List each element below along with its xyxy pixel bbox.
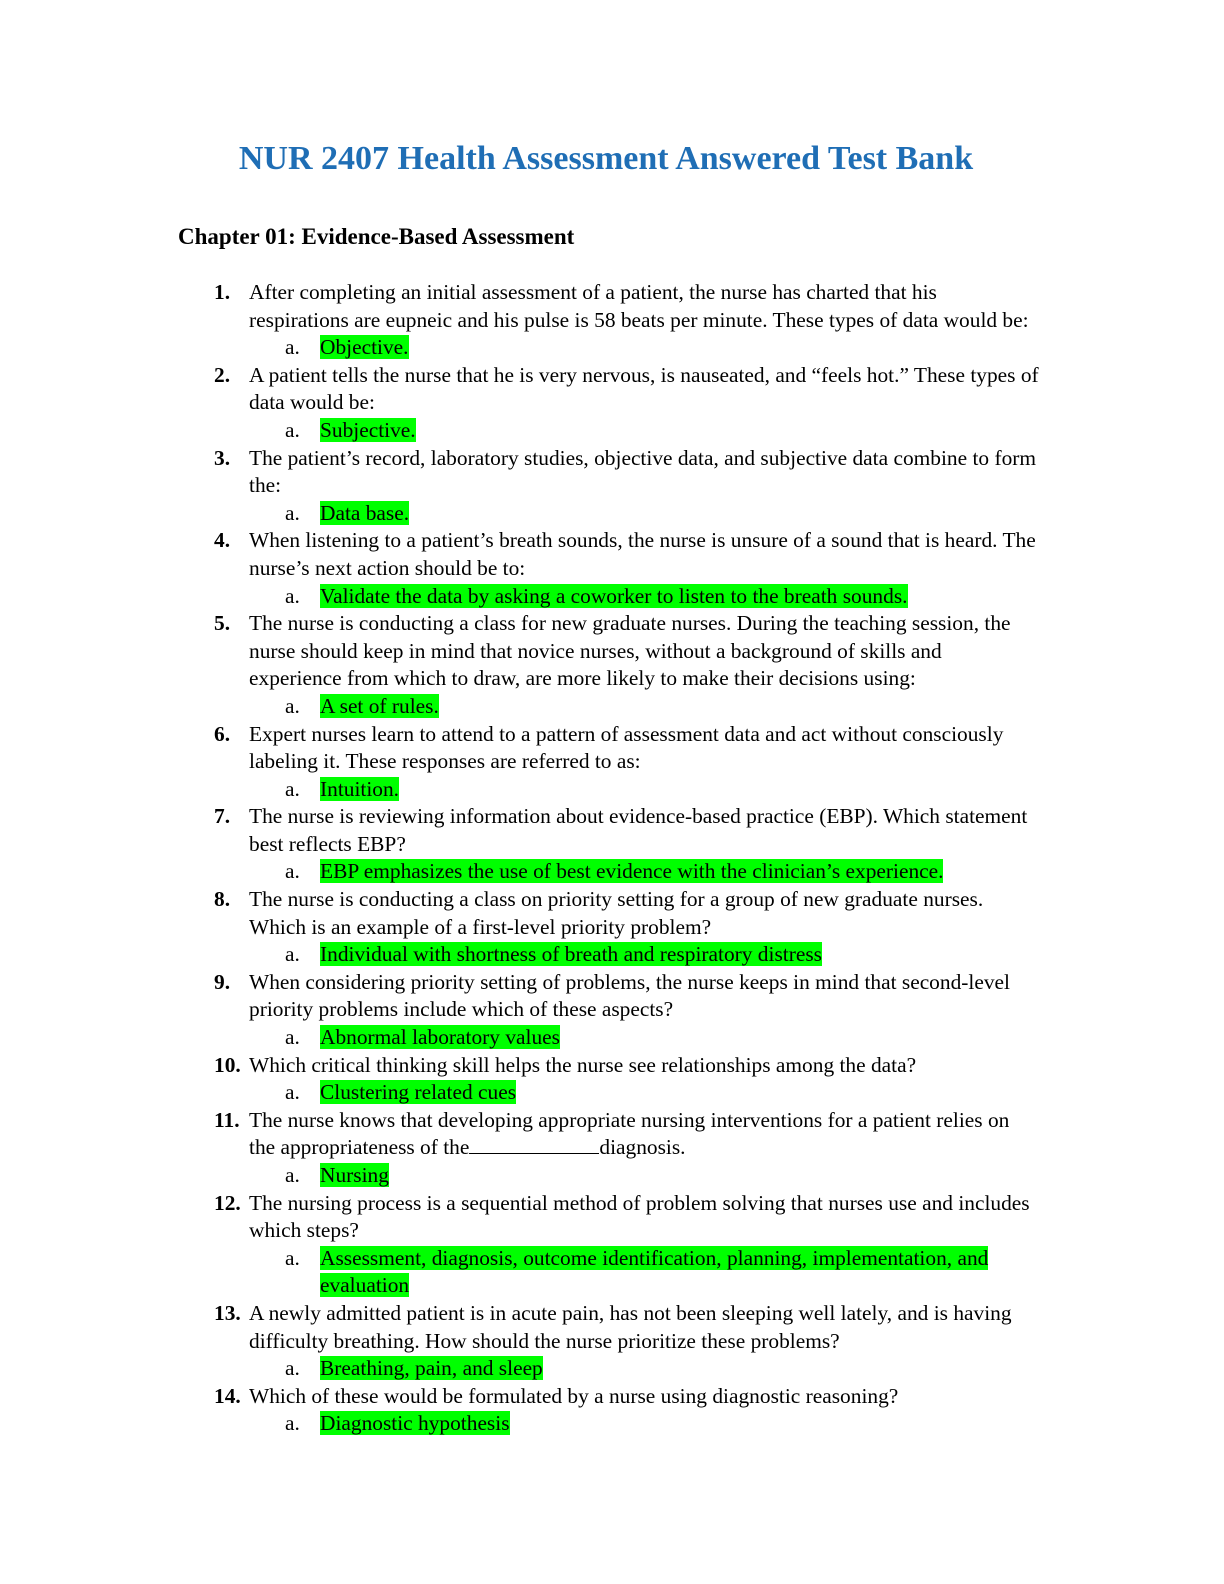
answer-row	[0, 417, 1224, 445]
question-row	[0, 445, 1224, 500]
question-item	[0, 886, 1224, 969]
question-text: When listening to a patient’s breath sounds, the nurse is unsure of a sound that is heard. The nurse’s next action should be to:	[249, 528, 1036, 580]
question-text: Which of these would be formulated by a nurse using diagnostic reasoning?	[249, 1383, 899, 1408]
question-text	[249, 1107, 1039, 1162]
highlighted-answer: Subjective.	[320, 417, 416, 442]
question-item	[0, 445, 1224, 528]
answer-letter: a.	[285, 583, 300, 608]
question-text: A patient tells the nurse that he is very nervous, is nauseated, and “feels hot.” These types of data would be:	[249, 362, 1039, 415]
answer-letter: a.	[285, 500, 300, 525]
highlighted-answer: Breathing, pain, and sleep	[320, 1356, 543, 1381]
highlighted-answer: Diagnostic hypothesis	[320, 1411, 510, 1436]
question-row	[0, 886, 1224, 941]
question-text: The nurse is conducting a class on priority setting for a group of new graduate nurses. Which is an example of a first-level priority problem?	[249, 887, 984, 939]
answer-letter: a.	[285, 942, 300, 967]
answer-row	[0, 1245, 1224, 1300]
question-number: 12.	[214, 1190, 241, 1215]
question-text: The nurse is conducting a class for new graduate nurses. During the teaching session, the nurse should keep in mind that novice nurses, without a background of skills and experience from which to draw, are more likely to make their decisions using:	[249, 611, 1011, 691]
question-item	[0, 721, 1224, 804]
question-text: After completing an initial assessment of a patient, the nurse has charted that his respirations are eupneic and his pulse is 58 beats per minute. These types of data would be:	[249, 280, 1029, 332]
answer-letter: a.	[285, 1025, 300, 1050]
question-row	[0, 1190, 1224, 1245]
question-item	[0, 1052, 1224, 1107]
answer-row	[0, 583, 1224, 611]
answer-row	[0, 1355, 1224, 1383]
question-number: 2.	[214, 362, 231, 387]
answer-row	[0, 1024, 1224, 1052]
highlighted-answer: Abnormal laboratory values	[320, 1025, 560, 1050]
highlighted-answer: A set of rules.	[320, 693, 439, 718]
highlighted-answer: EBP emphasizes the use of best evidence with the clinician’s experience.	[320, 859, 944, 884]
question-number: 7.	[214, 804, 231, 829]
answer-letter: a.	[285, 859, 300, 884]
question-number: 11.	[214, 1107, 240, 1132]
question-number: 4.	[214, 528, 231, 553]
question-item	[0, 969, 1224, 1052]
question-number: 9.	[214, 969, 231, 994]
highlighted-answer: Clustering related cues	[320, 1080, 517, 1105]
question-number: 14.	[214, 1383, 241, 1408]
question-number: 13.	[214, 1300, 241, 1325]
question-row	[0, 1107, 1224, 1162]
question-row	[0, 803, 1224, 858]
question-row	[0, 1383, 1224, 1411]
question-item	[0, 527, 1224, 610]
answer-row	[0, 858, 1224, 886]
question-text: When considering priority setting of problems, the nurse keeps in mind that second-level priority problems include which of these aspects?	[249, 969, 1010, 1022]
answer-letter: a.	[285, 1080, 300, 1105]
answer-row	[0, 500, 1224, 528]
question-text: The nurse is reviewing information about evidence-based practice (EBP). Which statement best reflects EBP?	[249, 804, 1028, 856]
answer-row	[0, 1162, 1224, 1190]
question-item	[0, 1107, 1224, 1190]
answer-letter: a.	[285, 776, 300, 801]
answer-row	[0, 1410, 1224, 1438]
fill-in-blank-line	[469, 1135, 599, 1154]
question-row	[0, 279, 1224, 334]
question-item	[0, 610, 1224, 720]
question-number: 8.	[214, 887, 231, 912]
question-row	[0, 1300, 1224, 1355]
highlighted-answer: Assessment, diagnosis, outcome identification, planning, implementation, and evaluation	[320, 1245, 989, 1298]
highlighted-answer: Data base.	[320, 500, 410, 525]
answer-letter: a.	[285, 1356, 300, 1381]
answer-letter: a.	[285, 693, 300, 718]
question-text: Expert nurses learn to attend to a pattern of assessment data and act without consciously labeling it. These responses are referred to as:	[249, 721, 1004, 774]
question-text: The patient’s record, laboratory studies, objective data, and subjective data combine to form the:	[249, 445, 1037, 498]
answer-row	[0, 941, 1224, 969]
answer-row	[0, 693, 1224, 721]
question-item	[0, 1190, 1224, 1300]
question-number: 5.	[214, 611, 231, 636]
question-number: 6.	[214, 721, 231, 746]
question-number: 1.	[214, 280, 231, 304]
question-item	[0, 803, 1224, 886]
question-item	[0, 279, 1224, 362]
highlighted-answer: Intuition.	[320, 776, 400, 801]
question-text-before-blank: The nurse knows that developing appropriate nursing interventions for a patient relies on the appropriateness of the	[249, 1107, 1010, 1160]
highlighted-answer: Individual with shortness of breath and respiratory distress	[320, 942, 822, 967]
question-text: The nursing process is a sequential method of problem solving that nurses use and includes which steps?	[249, 1190, 1030, 1243]
question-row	[0, 362, 1224, 417]
highlighted-answer: Nursing	[320, 1163, 389, 1187]
answer-letter: a.	[285, 335, 300, 360]
answer-row	[0, 1079, 1224, 1107]
question-number: 3.	[214, 445, 231, 470]
highlighted-answer: Validate the data by asking a coworker to listen to the breath sounds.	[320, 583, 908, 608]
answer-letter: a.	[285, 1245, 300, 1270]
question-item	[0, 1300, 1224, 1383]
question-item	[0, 1383, 1224, 1438]
chapter-heading: Chapter 01: Evidence-Based Assessment	[178, 224, 575, 249]
question-row	[0, 527, 1224, 582]
question-item	[0, 362, 1224, 445]
answer-letter: a.	[285, 1163, 300, 1187]
answer-letter: a.	[285, 417, 300, 442]
document-title: NUR 2407 Health Assessment Answered Test Bank	[238, 140, 974, 177]
question-row	[0, 610, 1224, 693]
question-text-after-blank: diagnosis.	[599, 1135, 686, 1160]
question-row	[0, 721, 1224, 776]
question-row	[0, 1052, 1224, 1080]
question-text: A newly admitted patient is in acute pain, has not been sleeping well lately, and is having difficulty breathing. How should the nurse prioritize these problems?	[249, 1300, 1012, 1353]
question-text: Which critical thinking skill helps the nurse see relationships among the data?	[249, 1052, 917, 1077]
highlighted-answer: Objective.	[320, 335, 409, 360]
answer-letter: a.	[285, 1411, 300, 1436]
question-row	[0, 969, 1224, 1024]
answer-row	[0, 776, 1224, 804]
question-list	[0, 279, 1224, 1438]
question-number: 10.	[214, 1052, 241, 1077]
answer-row	[0, 334, 1224, 362]
